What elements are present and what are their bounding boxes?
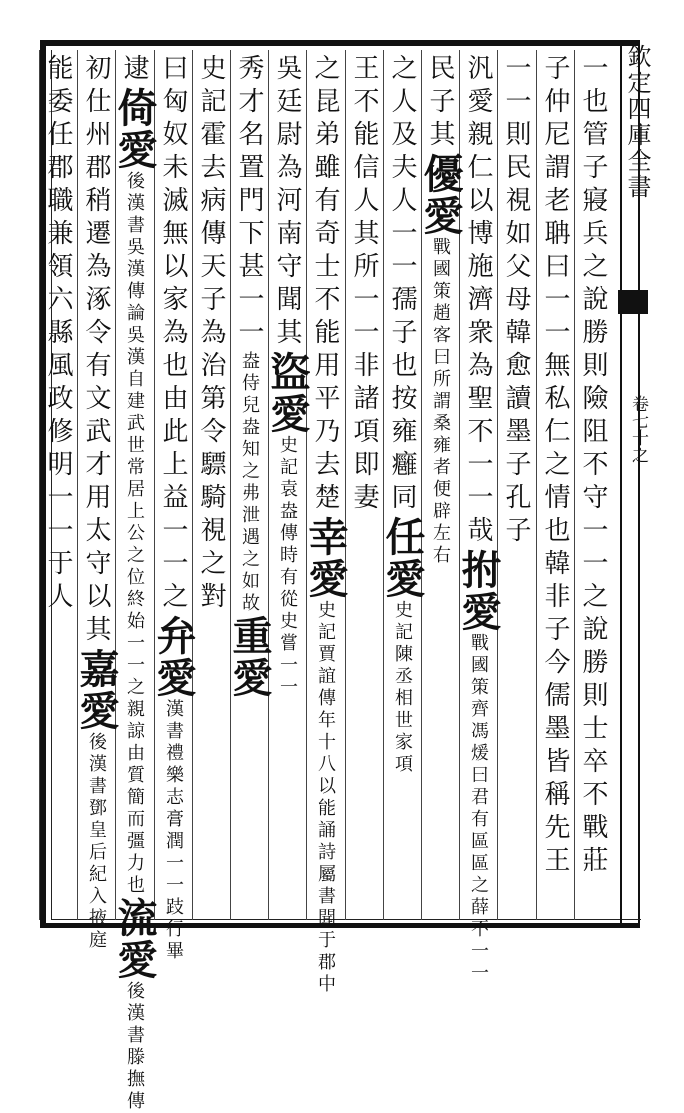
body-text: 初仕州郡稍遷為涿令有文武才用太守以其 [81, 54, 111, 648]
body-text: 之昆弟雖有奇士不能用平乃去楚 [310, 54, 340, 516]
headword: 倚愛 [111, 87, 158, 171]
annotation-text: 後漢書鄧皇后紀入掖庭 [86, 732, 107, 952]
body-text: 民子其 [425, 54, 455, 153]
headword: 拊愛 [455, 549, 502, 633]
headword: 盜愛 [264, 351, 311, 435]
annotation-text: 後漢書滕撫傳 [124, 981, 145, 1113]
body-text: 吳廷尉為河南守聞其 [272, 54, 302, 351]
body-text: 一也管子寢兵之說勝則險阻不守一一之說勝則士卒不戰莊 [578, 54, 608, 879]
body-text: 能委任郡職兼領六縣風政修明一一于人 [43, 54, 73, 615]
annotation-text: 後漢書吳漢傳論吳漢自建武世常居上公之位終始一一之親諒由質簡而彊力也 [124, 171, 145, 897]
headword: 弁愛 [150, 615, 197, 699]
headword: 幸愛 [302, 516, 349, 600]
headword: 重愛 [226, 615, 273, 699]
annotation-text: 戰國策齊馮煖曰君有區區之薛不一一 [468, 633, 489, 985]
fish-tail-mark [618, 290, 648, 314]
headword: 流愛 [111, 897, 158, 981]
body-text: 曰匈奴未滅無以家為也由此上益一一之 [158, 54, 188, 615]
annotation-text: 漢書禮樂志膏潤一一跂行畢 [163, 699, 184, 963]
annotation-text: 史記袁盎傳時有從史嘗一一 [277, 435, 298, 699]
juan-number: 卷七十之 [628, 395, 648, 463]
headword: 嘉愛 [73, 648, 120, 732]
body-text: 子仲尼謂老聃曰一一無私仁之情也韓 [540, 54, 570, 582]
book-title: 欽定四庫全書 [623, 44, 651, 200]
body-text: 汎愛親仁以博施濟衆為聖不一一哉 [463, 54, 493, 549]
body-text: 一一則民視如父母韓愈讀墨子孔子 [501, 54, 531, 549]
body-text: 之人及夫人一一孺子也按雍癰同 [387, 54, 417, 516]
annotation-text: 盎侍兒盎知之弗泄遇之如故 [239, 351, 260, 615]
body-text: 史記霍去病傳天子為治第令驃騎視之對 [196, 54, 226, 615]
headword: 任愛 [379, 516, 426, 600]
body-text: 非子今儒墨皆稱先王 [540, 582, 570, 879]
annotation-text: 史記陳丞相世家項 [392, 600, 413, 776]
annotation-text: 戰國策趙客曰所謂桑雍者便辟左右 [430, 237, 451, 567]
body-text: 逮 [119, 54, 149, 87]
headword: 優愛 [417, 153, 464, 237]
body-text: 王不能信人其所一一非諸項即妻 [349, 54, 379, 516]
annotation-text: 史記賈誼傳年十八以能誦詩屬書聞于郡中 [315, 600, 336, 996]
text-column [32, 54, 84, 916]
body-text: 秀才名置門下甚一一 [234, 54, 264, 351]
